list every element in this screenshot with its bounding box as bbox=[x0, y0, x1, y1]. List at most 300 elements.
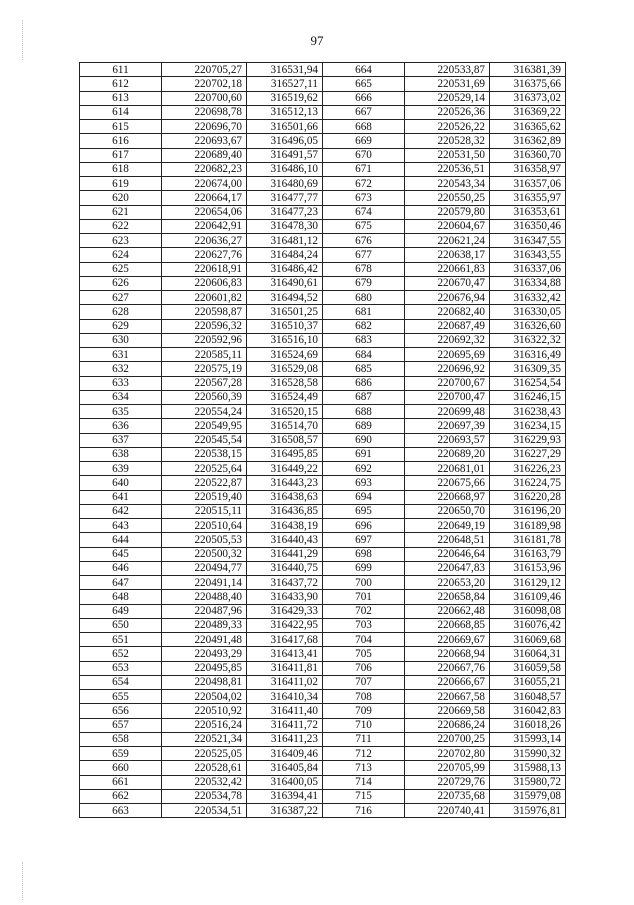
y-coordinate-left-cell: 316400,05 bbox=[247, 775, 323, 789]
table-row bbox=[80, 177, 566, 191]
y-coordinate-right-cell: 316373,02 bbox=[490, 91, 566, 105]
y-coordinate-right-cell: 316309,35 bbox=[490, 362, 566, 376]
y-coordinate-right-cell: 316226,23 bbox=[490, 462, 566, 476]
point-number-right-cell: 711 bbox=[323, 732, 405, 746]
table-row bbox=[80, 704, 566, 718]
x-coordinate-left-cell: 220689,40 bbox=[162, 148, 247, 162]
y-coordinate-right-cell: 316048,57 bbox=[490, 690, 566, 704]
x-coordinate-left-cell: 220698,78 bbox=[162, 105, 247, 119]
y-coordinate-left-cell: 316524,69 bbox=[247, 348, 323, 362]
point-number-right-cell: 677 bbox=[323, 248, 405, 262]
point-number-left-cell: 625 bbox=[80, 262, 162, 276]
point-number-left-cell: 656 bbox=[80, 704, 162, 718]
point-number-left-cell: 643 bbox=[80, 519, 162, 533]
table-row bbox=[80, 348, 566, 362]
table-row bbox=[80, 618, 566, 632]
x-coordinate-right-cell: 220666,67 bbox=[405, 675, 490, 689]
x-coordinate-right-cell: 220658,84 bbox=[405, 590, 490, 604]
point-number-right-cell: 685 bbox=[323, 362, 405, 376]
point-number-left-cell: 632 bbox=[80, 362, 162, 376]
point-number-left-cell: 621 bbox=[80, 205, 162, 219]
y-coordinate-right-cell: 316316,49 bbox=[490, 348, 566, 362]
y-coordinate-right-cell: 316042,83 bbox=[490, 704, 566, 718]
table-row bbox=[80, 219, 566, 233]
y-coordinate-right-cell: 316109,46 bbox=[490, 590, 566, 604]
y-coordinate-left-cell: 316480,69 bbox=[247, 177, 323, 191]
point-number-right-cell: 681 bbox=[323, 305, 405, 319]
x-coordinate-right-cell: 220533,87 bbox=[405, 63, 490, 77]
y-coordinate-left-cell: 316477,23 bbox=[247, 205, 323, 219]
x-coordinate-left-cell: 220519,40 bbox=[162, 490, 247, 504]
x-coordinate-right-cell: 220699,48 bbox=[405, 405, 490, 419]
y-coordinate-right-cell: 316189,98 bbox=[490, 519, 566, 533]
table-row bbox=[80, 590, 566, 604]
point-number-right-cell: 686 bbox=[323, 376, 405, 390]
y-coordinate-right-cell: 316220,28 bbox=[490, 490, 566, 504]
y-coordinate-right-cell: 316153,96 bbox=[490, 561, 566, 575]
point-number-left-cell: 659 bbox=[80, 747, 162, 761]
point-number-right-cell: 673 bbox=[323, 191, 405, 205]
point-number-left-cell: 612 bbox=[80, 77, 162, 91]
y-coordinate-right-cell: 316326,60 bbox=[490, 319, 566, 333]
table-row bbox=[80, 490, 566, 504]
x-coordinate-right-cell: 220668,97 bbox=[405, 490, 490, 504]
y-coordinate-right-cell: 316365,62 bbox=[490, 120, 566, 134]
point-number-right-cell: 666 bbox=[323, 91, 405, 105]
table-row bbox=[80, 690, 566, 704]
y-coordinate-right-cell: 316055,21 bbox=[490, 675, 566, 689]
y-coordinate-right-cell: 316362,89 bbox=[490, 134, 566, 148]
y-coordinate-right-cell: 316360,70 bbox=[490, 148, 566, 162]
y-coordinate-left-cell: 316411,72 bbox=[247, 718, 323, 732]
y-coordinate-right-cell: 316129,12 bbox=[490, 576, 566, 590]
y-coordinate-left-cell: 316486,10 bbox=[247, 162, 323, 176]
x-coordinate-left-cell: 220525,64 bbox=[162, 462, 247, 476]
y-coordinate-left-cell: 316516,10 bbox=[247, 333, 323, 347]
y-coordinate-right-cell: 316343,55 bbox=[490, 248, 566, 262]
x-coordinate-left-cell: 220682,23 bbox=[162, 162, 247, 176]
coordinates-table bbox=[79, 62, 566, 818]
x-coordinate-left-cell: 220664,17 bbox=[162, 191, 247, 205]
x-coordinate-left-cell: 220705,27 bbox=[162, 63, 247, 77]
point-number-right-cell: 716 bbox=[323, 804, 405, 818]
x-coordinate-right-cell: 220647,83 bbox=[405, 561, 490, 575]
point-number-left-cell: 645 bbox=[80, 547, 162, 561]
x-coordinate-left-cell: 220488,40 bbox=[162, 590, 247, 604]
x-coordinate-left-cell: 220636,27 bbox=[162, 234, 247, 248]
point-number-right-cell: 715 bbox=[323, 789, 405, 803]
y-coordinate-right-cell: 315993,14 bbox=[490, 732, 566, 746]
x-coordinate-right-cell: 220735,68 bbox=[405, 789, 490, 803]
y-coordinate-left-cell: 316437,72 bbox=[247, 576, 323, 590]
x-coordinate-right-cell: 220700,25 bbox=[405, 732, 490, 746]
table-row bbox=[80, 148, 566, 162]
point-number-right-cell: 701 bbox=[323, 590, 405, 604]
x-coordinate-left-cell: 220592,96 bbox=[162, 333, 247, 347]
point-number-left-cell: 614 bbox=[80, 105, 162, 119]
y-coordinate-right-cell: 316069,68 bbox=[490, 633, 566, 647]
point-number-right-cell: 693 bbox=[323, 476, 405, 490]
point-number-right-cell: 694 bbox=[323, 490, 405, 504]
point-number-right-cell: 665 bbox=[323, 77, 405, 91]
y-coordinate-right-cell: 316254,54 bbox=[490, 376, 566, 390]
x-coordinate-left-cell: 220601,82 bbox=[162, 291, 247, 305]
y-coordinate-right-cell: 316334,88 bbox=[490, 276, 566, 290]
point-number-left-cell: 660 bbox=[80, 761, 162, 775]
x-coordinate-left-cell: 220510,92 bbox=[162, 704, 247, 718]
x-coordinate-left-cell: 220654,06 bbox=[162, 205, 247, 219]
x-coordinate-right-cell: 220667,58 bbox=[405, 690, 490, 704]
x-coordinate-left-cell: 220494,77 bbox=[162, 561, 247, 575]
point-number-left-cell: 618 bbox=[80, 162, 162, 176]
x-coordinate-right-cell: 220696,92 bbox=[405, 362, 490, 376]
y-coordinate-left-cell: 316405,84 bbox=[247, 761, 323, 775]
y-coordinate-left-cell: 316524,49 bbox=[247, 390, 323, 404]
x-coordinate-right-cell: 220649,19 bbox=[405, 519, 490, 533]
x-coordinate-right-cell: 220670,47 bbox=[405, 276, 490, 290]
point-number-right-cell: 709 bbox=[323, 704, 405, 718]
table-row bbox=[80, 433, 566, 447]
table-row bbox=[80, 333, 566, 347]
y-coordinate-right-cell: 316196,20 bbox=[490, 504, 566, 518]
table-row bbox=[80, 390, 566, 404]
point-number-left-cell: 644 bbox=[80, 533, 162, 547]
x-coordinate-left-cell: 220498,81 bbox=[162, 675, 247, 689]
table-row bbox=[80, 134, 566, 148]
y-coordinate-right-cell: 316229,93 bbox=[490, 433, 566, 447]
point-number-left-cell: 657 bbox=[80, 718, 162, 732]
point-number-left-cell: 647 bbox=[80, 576, 162, 590]
point-number-left-cell: 626 bbox=[80, 276, 162, 290]
x-coordinate-left-cell: 220521,34 bbox=[162, 732, 247, 746]
point-number-right-cell: 695 bbox=[323, 504, 405, 518]
point-number-left-cell: 654 bbox=[80, 675, 162, 689]
x-coordinate-right-cell: 220528,32 bbox=[405, 134, 490, 148]
y-coordinate-left-cell: 316510,37 bbox=[247, 319, 323, 333]
point-number-right-cell: 712 bbox=[323, 747, 405, 761]
y-coordinate-left-cell: 316429,33 bbox=[247, 604, 323, 618]
table-row bbox=[80, 276, 566, 290]
table-row bbox=[80, 205, 566, 219]
x-coordinate-left-cell: 220534,51 bbox=[162, 804, 247, 818]
x-coordinate-left-cell: 220534,78 bbox=[162, 789, 247, 803]
x-coordinate-left-cell: 220532,42 bbox=[162, 775, 247, 789]
y-coordinate-left-cell: 316496,05 bbox=[247, 134, 323, 148]
table-row bbox=[80, 405, 566, 419]
x-coordinate-left-cell: 220700,60 bbox=[162, 91, 247, 105]
y-coordinate-right-cell: 316238,43 bbox=[490, 405, 566, 419]
x-coordinate-right-cell: 220676,94 bbox=[405, 291, 490, 305]
table-row bbox=[80, 262, 566, 276]
x-coordinate-right-cell: 220700,47 bbox=[405, 390, 490, 404]
point-number-right-cell: 703 bbox=[323, 618, 405, 632]
table-row bbox=[80, 305, 566, 319]
y-coordinate-right-cell: 316224,75 bbox=[490, 476, 566, 490]
y-coordinate-left-cell: 316486,42 bbox=[247, 262, 323, 276]
point-number-right-cell: 683 bbox=[323, 333, 405, 347]
point-number-right-cell: 698 bbox=[323, 547, 405, 561]
table-row bbox=[80, 504, 566, 518]
y-coordinate-left-cell: 316495,85 bbox=[247, 447, 323, 461]
table-row bbox=[80, 77, 566, 91]
x-coordinate-right-cell: 220682,40 bbox=[405, 305, 490, 319]
point-number-right-cell: 684 bbox=[323, 348, 405, 362]
y-coordinate-left-cell: 316394,41 bbox=[247, 789, 323, 803]
y-coordinate-right-cell: 316163,79 bbox=[490, 547, 566, 561]
x-coordinate-left-cell: 220495,85 bbox=[162, 661, 247, 675]
point-number-right-cell: 664 bbox=[323, 63, 405, 77]
table-row bbox=[80, 576, 566, 590]
y-coordinate-left-cell: 316413,41 bbox=[247, 647, 323, 661]
x-coordinate-right-cell: 220697,39 bbox=[405, 419, 490, 433]
point-number-right-cell: 691 bbox=[323, 447, 405, 461]
x-coordinate-right-cell: 220638,17 bbox=[405, 248, 490, 262]
y-coordinate-right-cell: 316234,15 bbox=[490, 419, 566, 433]
y-coordinate-left-cell: 316387,22 bbox=[247, 804, 323, 818]
y-coordinate-left-cell: 316477,77 bbox=[247, 191, 323, 205]
y-coordinate-right-cell: 316059,58 bbox=[490, 661, 566, 675]
x-coordinate-left-cell: 220528,61 bbox=[162, 761, 247, 775]
table-row bbox=[80, 547, 566, 561]
x-coordinate-left-cell: 220618,91 bbox=[162, 262, 247, 276]
x-coordinate-left-cell: 220567,28 bbox=[162, 376, 247, 390]
table-row bbox=[80, 647, 566, 661]
x-coordinate-left-cell: 220575,19 bbox=[162, 362, 247, 376]
y-coordinate-right-cell: 316330,05 bbox=[490, 305, 566, 319]
table-row bbox=[80, 519, 566, 533]
point-number-right-cell: 678 bbox=[323, 262, 405, 276]
table-row bbox=[80, 291, 566, 305]
point-number-left-cell: 631 bbox=[80, 348, 162, 362]
x-coordinate-left-cell: 220491,48 bbox=[162, 633, 247, 647]
y-coordinate-left-cell: 316411,02 bbox=[247, 675, 323, 689]
y-coordinate-left-cell: 316433,90 bbox=[247, 590, 323, 604]
y-coordinate-left-cell: 316440,43 bbox=[247, 533, 323, 547]
point-number-right-cell: 697 bbox=[323, 533, 405, 547]
point-number-left-cell: 639 bbox=[80, 462, 162, 476]
x-coordinate-left-cell: 220525,05 bbox=[162, 747, 247, 761]
point-number-right-cell: 687 bbox=[323, 390, 405, 404]
point-number-left-cell: 616 bbox=[80, 134, 162, 148]
x-coordinate-right-cell: 220702,80 bbox=[405, 747, 490, 761]
point-number-right-cell: 668 bbox=[323, 120, 405, 134]
x-coordinate-right-cell: 220693,57 bbox=[405, 433, 490, 447]
y-coordinate-right-cell: 315988,13 bbox=[490, 761, 566, 775]
x-coordinate-right-cell: 220689,20 bbox=[405, 447, 490, 461]
x-coordinate-left-cell: 220606,83 bbox=[162, 276, 247, 290]
x-coordinate-left-cell: 220627,76 bbox=[162, 248, 247, 262]
x-coordinate-left-cell: 220500,32 bbox=[162, 547, 247, 561]
point-number-left-cell: 648 bbox=[80, 590, 162, 604]
point-number-right-cell: 708 bbox=[323, 690, 405, 704]
x-coordinate-right-cell: 220536,51 bbox=[405, 162, 490, 176]
point-number-right-cell: 672 bbox=[323, 177, 405, 191]
table-row bbox=[80, 462, 566, 476]
y-coordinate-left-cell: 316438,19 bbox=[247, 519, 323, 533]
y-coordinate-left-cell: 316508,57 bbox=[247, 433, 323, 447]
point-number-left-cell: 655 bbox=[80, 690, 162, 704]
point-number-right-cell: 704 bbox=[323, 633, 405, 647]
point-number-right-cell: 713 bbox=[323, 761, 405, 775]
y-coordinate-left-cell: 316519,62 bbox=[247, 91, 323, 105]
y-coordinate-left-cell: 316422,95 bbox=[247, 618, 323, 632]
x-coordinate-left-cell: 220515,11 bbox=[162, 504, 247, 518]
x-coordinate-left-cell: 220674,00 bbox=[162, 177, 247, 191]
x-coordinate-left-cell: 220545,54 bbox=[162, 433, 247, 447]
x-coordinate-right-cell: 220681,01 bbox=[405, 462, 490, 476]
x-coordinate-left-cell: 220702,18 bbox=[162, 77, 247, 91]
x-coordinate-right-cell: 220531,50 bbox=[405, 148, 490, 162]
x-coordinate-right-cell: 220667,76 bbox=[405, 661, 490, 675]
y-coordinate-left-cell: 316443,23 bbox=[247, 476, 323, 490]
table-row bbox=[80, 718, 566, 732]
point-number-left-cell: 637 bbox=[80, 433, 162, 447]
point-number-right-cell: 699 bbox=[323, 561, 405, 575]
point-number-left-cell: 623 bbox=[80, 234, 162, 248]
y-coordinate-right-cell: 316098,08 bbox=[490, 604, 566, 618]
x-coordinate-left-cell: 220596,32 bbox=[162, 319, 247, 333]
x-coordinate-left-cell: 220493,29 bbox=[162, 647, 247, 661]
x-coordinate-left-cell: 220510,64 bbox=[162, 519, 247, 533]
x-coordinate-right-cell: 220646,64 bbox=[405, 547, 490, 561]
y-coordinate-left-cell: 316481,12 bbox=[247, 234, 323, 248]
x-coordinate-right-cell: 220675,66 bbox=[405, 476, 490, 490]
y-coordinate-right-cell: 316064,31 bbox=[490, 647, 566, 661]
y-coordinate-left-cell: 316417,68 bbox=[247, 633, 323, 647]
point-number-left-cell: 652 bbox=[80, 647, 162, 661]
y-coordinate-right-cell: 316337,06 bbox=[490, 262, 566, 276]
point-number-right-cell: 700 bbox=[323, 576, 405, 590]
y-coordinate-right-cell: 316353,61 bbox=[490, 205, 566, 219]
x-coordinate-right-cell: 220695,69 bbox=[405, 348, 490, 362]
y-coordinate-right-cell: 315980,72 bbox=[490, 775, 566, 789]
point-number-left-cell: 642 bbox=[80, 504, 162, 518]
table-row bbox=[80, 248, 566, 262]
x-coordinate-right-cell: 220668,85 bbox=[405, 618, 490, 632]
point-number-right-cell: 680 bbox=[323, 291, 405, 305]
y-coordinate-right-cell: 316375,66 bbox=[490, 77, 566, 91]
x-coordinate-left-cell: 220696,70 bbox=[162, 120, 247, 134]
point-number-right-cell: 690 bbox=[323, 433, 405, 447]
point-number-right-cell: 689 bbox=[323, 419, 405, 433]
x-coordinate-right-cell: 220648,51 bbox=[405, 533, 490, 547]
point-number-right-cell: 714 bbox=[323, 775, 405, 789]
table-row bbox=[80, 633, 566, 647]
y-coordinate-right-cell: 316358,97 bbox=[490, 162, 566, 176]
point-number-right-cell: 671 bbox=[323, 162, 405, 176]
table-row bbox=[80, 561, 566, 575]
point-number-left-cell: 636 bbox=[80, 419, 162, 433]
x-coordinate-left-cell: 220598,87 bbox=[162, 305, 247, 319]
point-number-left-cell: 641 bbox=[80, 490, 162, 504]
table-row bbox=[80, 661, 566, 675]
point-number-right-cell: 710 bbox=[323, 718, 405, 732]
point-number-right-cell: 705 bbox=[323, 647, 405, 661]
point-number-left-cell: 627 bbox=[80, 291, 162, 305]
y-coordinate-left-cell: 316531,94 bbox=[247, 63, 323, 77]
y-coordinate-left-cell: 316501,25 bbox=[247, 305, 323, 319]
x-coordinate-left-cell: 220554,24 bbox=[162, 405, 247, 419]
table-row bbox=[80, 747, 566, 761]
y-coordinate-left-cell: 316441,29 bbox=[247, 547, 323, 561]
x-coordinate-right-cell: 220531,69 bbox=[405, 77, 490, 91]
table-row bbox=[80, 105, 566, 119]
point-number-left-cell: 646 bbox=[80, 561, 162, 575]
point-number-left-cell: 634 bbox=[80, 390, 162, 404]
point-number-left-cell: 661 bbox=[80, 775, 162, 789]
y-coordinate-right-cell: 316355,97 bbox=[490, 191, 566, 205]
point-number-left-cell: 650 bbox=[80, 618, 162, 632]
x-coordinate-left-cell: 220585,11 bbox=[162, 348, 247, 362]
point-number-right-cell: 674 bbox=[323, 205, 405, 219]
page-number: 97 bbox=[310, 33, 324, 48]
table-row bbox=[80, 476, 566, 490]
y-coordinate-right-cell: 316369,22 bbox=[490, 105, 566, 119]
point-number-right-cell: 675 bbox=[323, 219, 405, 233]
x-coordinate-right-cell: 220579,80 bbox=[405, 205, 490, 219]
y-coordinate-right-cell: 316227,29 bbox=[490, 447, 566, 461]
point-number-left-cell: 640 bbox=[80, 476, 162, 490]
table-row bbox=[80, 775, 566, 789]
point-number-right-cell: 702 bbox=[323, 604, 405, 618]
x-coordinate-left-cell: 220489,33 bbox=[162, 618, 247, 632]
x-coordinate-right-cell: 220550,25 bbox=[405, 191, 490, 205]
x-coordinate-right-cell: 220700,67 bbox=[405, 376, 490, 390]
x-coordinate-right-cell: 220526,22 bbox=[405, 120, 490, 134]
x-coordinate-right-cell: 220686,24 bbox=[405, 718, 490, 732]
table-row bbox=[80, 63, 566, 77]
y-coordinate-right-cell: 315976,81 bbox=[490, 804, 566, 818]
table-row bbox=[80, 604, 566, 618]
margin-binding-mark-bottom bbox=[22, 862, 24, 900]
y-coordinate-right-cell: 315990,32 bbox=[490, 747, 566, 761]
y-coordinate-right-cell: 316181,78 bbox=[490, 533, 566, 547]
y-coordinate-left-cell: 316528,58 bbox=[247, 376, 323, 390]
y-coordinate-left-cell: 316490,61 bbox=[247, 276, 323, 290]
x-coordinate-left-cell: 220487,96 bbox=[162, 604, 247, 618]
point-number-left-cell: 622 bbox=[80, 219, 162, 233]
point-number-right-cell: 707 bbox=[323, 675, 405, 689]
y-coordinate-left-cell: 316478,30 bbox=[247, 219, 323, 233]
x-coordinate-left-cell: 220505,53 bbox=[162, 533, 247, 547]
y-coordinate-right-cell: 315979,08 bbox=[490, 789, 566, 803]
coordinates-table-body bbox=[80, 63, 566, 818]
point-number-left-cell: 649 bbox=[80, 604, 162, 618]
x-coordinate-left-cell: 220693,67 bbox=[162, 134, 247, 148]
x-coordinate-right-cell: 220729,76 bbox=[405, 775, 490, 789]
y-coordinate-left-cell: 316514,70 bbox=[247, 419, 323, 433]
y-coordinate-right-cell: 316076,42 bbox=[490, 618, 566, 632]
point-number-left-cell: 629 bbox=[80, 319, 162, 333]
point-number-left-cell: 611 bbox=[80, 63, 162, 77]
point-number-right-cell: 692 bbox=[323, 462, 405, 476]
table-row bbox=[80, 191, 566, 205]
x-coordinate-right-cell: 220543,34 bbox=[405, 177, 490, 191]
x-coordinate-left-cell: 220560,39 bbox=[162, 390, 247, 404]
y-coordinate-left-cell: 316529,08 bbox=[247, 362, 323, 376]
table-row bbox=[80, 91, 566, 105]
table-row bbox=[80, 804, 566, 818]
point-number-right-cell: 670 bbox=[323, 148, 405, 162]
y-coordinate-left-cell: 316512,13 bbox=[247, 105, 323, 119]
x-coordinate-left-cell: 220504,02 bbox=[162, 690, 247, 704]
point-number-left-cell: 613 bbox=[80, 91, 162, 105]
y-coordinate-left-cell: 316491,57 bbox=[247, 148, 323, 162]
point-number-left-cell: 638 bbox=[80, 447, 162, 461]
y-coordinate-left-cell: 316527,11 bbox=[247, 77, 323, 91]
point-number-right-cell: 679 bbox=[323, 276, 405, 290]
y-coordinate-left-cell: 316501,66 bbox=[247, 120, 323, 134]
